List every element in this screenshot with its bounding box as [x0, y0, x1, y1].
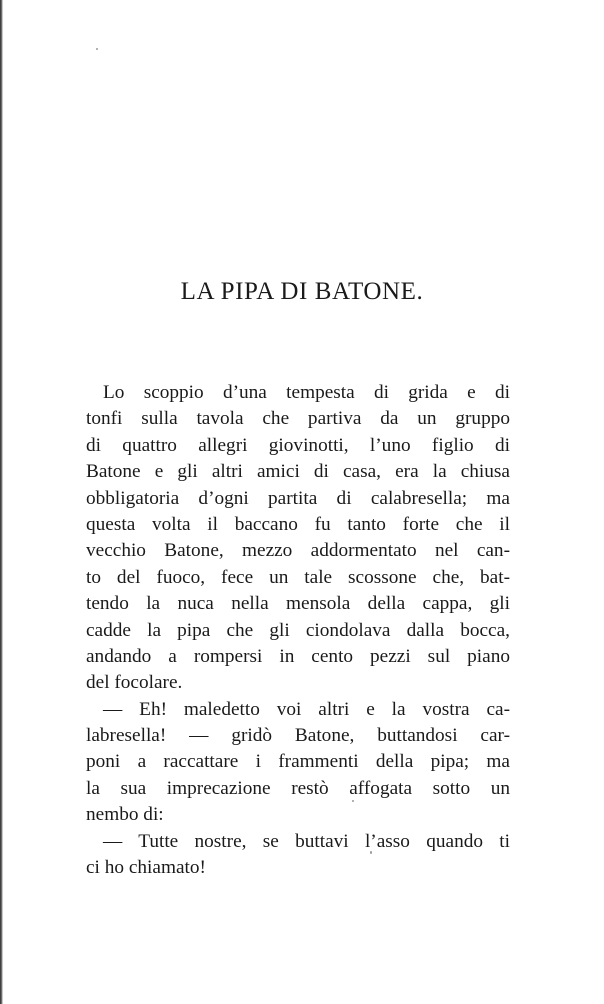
text-line: nembo di:: [86, 804, 164, 826]
paper-speck: [96, 48, 98, 50]
text-line: ci ho chiamato!: [86, 857, 206, 879]
text-line: Batone e gli altri amici di casa, era la chiusa: [86, 461, 510, 483]
page-binding-edge: [0, 0, 3, 1004]
text-line: tonfi sulla tavola che partiva da un gruppo: [86, 408, 510, 430]
text-line: andando a rompersi in cento pezzi sul piano: [86, 645, 510, 667]
text-line: — Tutte nostre, se buttavi l’asso quando ti: [103, 830, 510, 852]
text-line: vecchio Batone, mezzo addormentato nel can-: [86, 540, 510, 562]
text-line: questa volta il baccano fu tanto forte che il: [86, 513, 510, 535]
body-text: [86, 380, 510, 881]
text-line: labresella! — gridò Batone, buttandosi car-: [86, 725, 510, 747]
text-line: del focolare.: [86, 672, 183, 694]
chapter-title: LA PIPA DI BATONE.: [180, 278, 424, 305]
text-line: cadde la pipa che gli ciondolava dalla bocca,: [86, 619, 510, 641]
text-line: Lo scoppio d’una tempesta di grida e di: [103, 382, 510, 403]
text-line: poni a raccattare i frammenti della pipa; ma: [86, 751, 510, 773]
text-line: obbligatoria d’ogni partita di calabresella; ma: [86, 487, 510, 509]
text-line: to del fuoco, fece un tale scossone che, bat-: [86, 566, 510, 588]
text-line: la sua imprecazione restò affogata sotto un: [86, 777, 510, 799]
text-line: tendo la nuca nella mensola della cappa, gli: [86, 593, 510, 615]
text-line: — Eh! maledetto voi altri e la vostra ca-: [103, 698, 510, 720]
text-line: di quattro allegri giovinotti, l’uno figlio di: [86, 434, 510, 456]
